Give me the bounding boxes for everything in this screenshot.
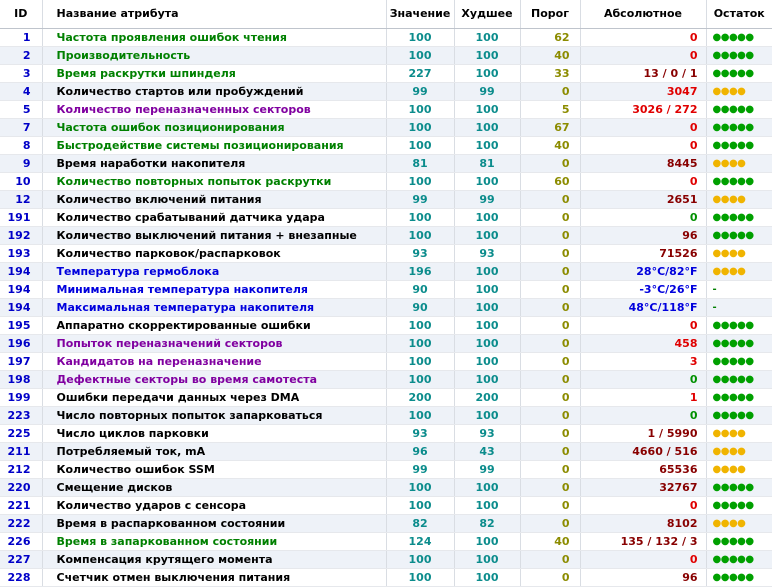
attribute-worst: 43 <box>454 443 520 461</box>
table-row[interactable] <box>0 425 772 443</box>
attribute-name: Потребляемый ток, mA <box>42 443 386 461</box>
attribute-threshold: 0 <box>520 353 580 371</box>
attribute-threshold: 0 <box>520 425 580 443</box>
attribute-value: 93 <box>386 245 454 263</box>
attribute-remaining: ●●●●● <box>706 533 772 551</box>
attribute-remaining: - <box>706 281 772 299</box>
table-row[interactable] <box>0 533 772 551</box>
attribute-threshold: 0 <box>520 245 580 263</box>
attribute-raw: 0 <box>580 551 706 569</box>
table-row[interactable] <box>0 173 772 191</box>
attribute-name: Смещение дисков <box>42 479 386 497</box>
attribute-value: 227 <box>386 65 454 83</box>
attribute-name: Быстродействие системы позиционирования <box>42 137 386 155</box>
attribute-threshold: 0 <box>520 299 580 317</box>
table-row[interactable] <box>0 515 772 533</box>
attribute-remaining: ●●●● <box>706 191 772 209</box>
attribute-raw: 65536 <box>580 461 706 479</box>
table-row[interactable] <box>0 389 772 407</box>
attribute-threshold: 0 <box>520 479 580 497</box>
attribute-id: 194 <box>0 299 42 317</box>
attribute-name: Температура гермоблока <box>42 263 386 281</box>
attribute-value: 99 <box>386 83 454 101</box>
column-header-raw[interactable]: Абсолютное <box>580 0 706 29</box>
attribute-raw: 71526 <box>580 245 706 263</box>
attribute-raw: 0 <box>580 407 706 425</box>
attribute-raw: 8445 <box>580 155 706 173</box>
attribute-remaining: ●●●●● <box>706 353 772 371</box>
attribute-worst: 93 <box>454 245 520 263</box>
attribute-remaining: ●●●● <box>706 425 772 443</box>
attribute-worst: 100 <box>454 353 520 371</box>
table-row[interactable] <box>0 353 772 371</box>
attribute-remaining: ●●●●● <box>706 371 772 389</box>
attribute-id: 225 <box>0 425 42 443</box>
column-header-threshold[interactable]: Порог <box>520 0 580 29</box>
attribute-worst: 100 <box>454 479 520 497</box>
attribute-threshold: 0 <box>520 569 580 587</box>
table-row[interactable] <box>0 317 772 335</box>
attribute-name: Кандидатов на переназначение <box>42 353 386 371</box>
table-row[interactable] <box>0 47 772 65</box>
attribute-raw: 1 <box>580 389 706 407</box>
attribute-name: Время в распаркованном состоянии <box>42 515 386 533</box>
attribute-worst: 93 <box>454 425 520 443</box>
table-row[interactable] <box>0 479 772 497</box>
attribute-remaining: ●●●●● <box>706 209 772 227</box>
attribute-raw: 0 <box>580 119 706 137</box>
attribute-value: 100 <box>386 47 454 65</box>
attribute-raw: -3°C/26°F <box>580 281 706 299</box>
attribute-threshold: 0 <box>520 515 580 533</box>
attribute-value: 93 <box>386 425 454 443</box>
attribute-raw: 0 <box>580 137 706 155</box>
table-row[interactable] <box>0 551 772 569</box>
attribute-threshold: 0 <box>520 281 580 299</box>
attribute-id: 221 <box>0 497 42 515</box>
attribute-worst: 100 <box>454 335 520 353</box>
attribute-raw: 2651 <box>580 191 706 209</box>
attribute-threshold: 0 <box>520 443 580 461</box>
attribute-name: Счетчик отмен выключения питания <box>42 569 386 587</box>
attribute-raw: 0 <box>580 497 706 515</box>
attribute-worst: 82 <box>454 515 520 533</box>
attribute-name: Время раскрутки шпинделя <box>42 65 386 83</box>
header-row <box>0 0 772 29</box>
attribute-id: 228 <box>0 569 42 587</box>
attribute-worst: 100 <box>454 263 520 281</box>
attribute-threshold: 40 <box>520 533 580 551</box>
attribute-id: 197 <box>0 353 42 371</box>
table-row[interactable] <box>0 155 772 173</box>
attribute-raw: 0 <box>580 29 706 47</box>
attribute-remaining: ●●●●● <box>706 137 772 155</box>
attribute-worst: 100 <box>454 29 520 47</box>
attribute-threshold: 67 <box>520 119 580 137</box>
attribute-value: 99 <box>386 191 454 209</box>
attribute-name: Число повторных попыток запарковаться <box>42 407 386 425</box>
column-header-worst[interactable]: Худшее <box>454 0 520 29</box>
table-row[interactable] <box>0 101 772 119</box>
attribute-threshold: 0 <box>520 155 580 173</box>
attribute-remaining: ●●●●● <box>706 497 772 515</box>
table-row[interactable] <box>0 83 772 101</box>
table-row[interactable] <box>0 407 772 425</box>
attribute-name: Число циклов парковки <box>42 425 386 443</box>
attribute-id: 8 <box>0 137 42 155</box>
table-row[interactable] <box>0 335 772 353</box>
attribute-id: 10 <box>0 173 42 191</box>
attribute-worst: 100 <box>454 299 520 317</box>
attribute-id: 196 <box>0 335 42 353</box>
table-row[interactable] <box>0 119 772 137</box>
attribute-name: Частота проявления ошибок чтения <box>42 29 386 47</box>
attribute-remaining: ●●●● <box>706 263 772 281</box>
attribute-id: 1 <box>0 29 42 47</box>
attribute-id: 7 <box>0 119 42 137</box>
attribute-id: 5 <box>0 101 42 119</box>
attribute-value: 100 <box>386 569 454 587</box>
attribute-value: 196 <box>386 263 454 281</box>
table-row[interactable] <box>0 65 772 83</box>
attribute-value: 100 <box>386 551 454 569</box>
column-header-value[interactable]: Значение <box>386 0 454 29</box>
table-row[interactable] <box>0 299 772 317</box>
attribute-worst: 100 <box>454 497 520 515</box>
attribute-remaining: ●●●●● <box>706 479 772 497</box>
attribute-remaining: ●●●●● <box>706 47 772 65</box>
attribute-remaining: ●●●● <box>706 443 772 461</box>
table-row[interactable] <box>0 29 772 47</box>
attribute-value: 100 <box>386 497 454 515</box>
attribute-remaining: ●●●●● <box>706 569 772 587</box>
attribute-remaining: ●●●●● <box>706 407 772 425</box>
attribute-threshold: 0 <box>520 407 580 425</box>
attribute-id: 12 <box>0 191 42 209</box>
attribute-remaining: ●●●●● <box>706 101 772 119</box>
attribute-value: 96 <box>386 443 454 461</box>
attribute-worst: 99 <box>454 83 520 101</box>
attribute-raw: 13 / 0 / 1 <box>580 65 706 83</box>
attribute-remaining: - <box>706 299 772 317</box>
attribute-remaining: ●●●●● <box>706 551 772 569</box>
attribute-id: 226 <box>0 533 42 551</box>
attribute-threshold: 0 <box>520 551 580 569</box>
attribute-raw: 3047 <box>580 83 706 101</box>
attribute-threshold: 0 <box>520 497 580 515</box>
table-row[interactable] <box>0 227 772 245</box>
attribute-raw: 32767 <box>580 479 706 497</box>
attribute-threshold: 0 <box>520 317 580 335</box>
attribute-worst: 100 <box>454 551 520 569</box>
attribute-value: 100 <box>386 335 454 353</box>
attribute-threshold: 0 <box>520 227 580 245</box>
attribute-threshold: 0 <box>520 209 580 227</box>
attribute-remaining: ●●●●● <box>706 29 772 47</box>
attribute-worst: 100 <box>454 281 520 299</box>
attribute-remaining: ●●●● <box>706 461 772 479</box>
attribute-name: Количество переназначенных секторов <box>42 101 386 119</box>
attribute-threshold: 33 <box>520 65 580 83</box>
attribute-worst: 100 <box>454 569 520 587</box>
table-row[interactable] <box>0 191 772 209</box>
column-header-name[interactable]: Название атрибута <box>42 0 386 29</box>
attribute-threshold: 60 <box>520 173 580 191</box>
attribute-name: Количество включений питания <box>42 191 386 209</box>
attribute-remaining: ●●●● <box>706 83 772 101</box>
attribute-name: Количество повторных попыток раскрутки <box>42 173 386 191</box>
attribute-id: 4 <box>0 83 42 101</box>
attribute-raw: 28°C/82°F <box>580 263 706 281</box>
attribute-name: Аппаратно скорректированные ошибки <box>42 317 386 335</box>
attribute-id: 223 <box>0 407 42 425</box>
table-header <box>0 0 772 29</box>
attribute-id: 212 <box>0 461 42 479</box>
attribute-worst: 100 <box>454 137 520 155</box>
attribute-name: Время в запаркованном состоянии <box>42 533 386 551</box>
attribute-id: 2 <box>0 47 42 65</box>
attribute-name: Компенсация крутящего момента <box>42 551 386 569</box>
attribute-raw: 3 <box>580 353 706 371</box>
attribute-raw: 48°C/118°F <box>580 299 706 317</box>
table-row[interactable] <box>0 443 772 461</box>
table-row[interactable] <box>0 497 772 515</box>
column-header-remaining[interactable]: Остаток <box>706 0 772 29</box>
attribute-id: 191 <box>0 209 42 227</box>
attribute-id: 211 <box>0 443 42 461</box>
attribute-id: 222 <box>0 515 42 533</box>
attribute-raw: 8102 <box>580 515 706 533</box>
attribute-name: Максимальная температура накопителя <box>42 299 386 317</box>
attribute-worst: 100 <box>454 47 520 65</box>
attribute-name: Ошибки передачи данных через DMA <box>42 389 386 407</box>
attribute-threshold: 0 <box>520 371 580 389</box>
attribute-remaining: ●●●●● <box>706 335 772 353</box>
attribute-raw: 1 / 5990 <box>580 425 706 443</box>
attribute-remaining: ●●●●● <box>706 227 772 245</box>
attribute-raw: 0 <box>580 317 706 335</box>
attribute-threshold: 0 <box>520 263 580 281</box>
attribute-threshold: 5 <box>520 101 580 119</box>
attribute-raw: 0 <box>580 209 706 227</box>
attribute-id: 193 <box>0 245 42 263</box>
attribute-value: 100 <box>386 317 454 335</box>
attribute-worst: 100 <box>454 533 520 551</box>
attribute-worst: 100 <box>454 173 520 191</box>
attribute-value: 99 <box>386 461 454 479</box>
attribute-threshold: 0 <box>520 461 580 479</box>
attribute-threshold: 40 <box>520 137 580 155</box>
attribute-raw: 135 / 132 / 3 <box>580 533 706 551</box>
attribute-name: Количество выключений питания + внезапные <box>42 227 386 245</box>
attribute-value: 90 <box>386 281 454 299</box>
attribute-id: 194 <box>0 263 42 281</box>
attribute-value: 200 <box>386 389 454 407</box>
attribute-worst: 100 <box>454 227 520 245</box>
table-body <box>0 29 772 587</box>
attribute-raw: 458 <box>580 335 706 353</box>
attribute-threshold: 62 <box>520 29 580 47</box>
attribute-worst: 100 <box>454 407 520 425</box>
attribute-raw: 0 <box>580 371 706 389</box>
attribute-raw: 96 <box>580 227 706 245</box>
attribute-raw: 0 <box>580 47 706 65</box>
attribute-name: Дефектные секторы во время самотеста <box>42 371 386 389</box>
attribute-remaining: ●●●●● <box>706 317 772 335</box>
attribute-name: Количество ударов с сенсора <box>42 497 386 515</box>
attribute-name: Попыток переназначений секторов <box>42 335 386 353</box>
attribute-raw: 3026 / 272 <box>580 101 706 119</box>
attribute-worst: 100 <box>454 371 520 389</box>
attribute-value: 100 <box>386 29 454 47</box>
attribute-worst: 100 <box>454 65 520 83</box>
attribute-worst: 99 <box>454 461 520 479</box>
attribute-threshold: 0 <box>520 83 580 101</box>
attribute-id: 195 <box>0 317 42 335</box>
attribute-id: 3 <box>0 65 42 83</box>
attribute-value: 100 <box>386 353 454 371</box>
column-header-id[interactable]: ID <box>0 0 42 29</box>
attribute-id: 220 <box>0 479 42 497</box>
attribute-value: 100 <box>386 119 454 137</box>
attribute-raw: 0 <box>580 173 706 191</box>
attribute-id: 198 <box>0 371 42 389</box>
attribute-threshold: 0 <box>520 335 580 353</box>
attribute-remaining: ●●●● <box>706 245 772 263</box>
attribute-name: Количество стартов или пробуждений <box>42 83 386 101</box>
attribute-remaining: ●●●● <box>706 155 772 173</box>
attribute-threshold: 40 <box>520 47 580 65</box>
attribute-remaining: ●●●●● <box>706 173 772 191</box>
attribute-value: 100 <box>386 137 454 155</box>
table-row[interactable] <box>0 263 772 281</box>
attribute-remaining: ●●●●● <box>706 389 772 407</box>
attribute-raw: 4660 / 516 <box>580 443 706 461</box>
attribute-threshold: 0 <box>520 191 580 209</box>
attribute-name: Количество ошибок SSM <box>42 461 386 479</box>
attribute-value: 82 <box>386 515 454 533</box>
table-row[interactable] <box>0 281 772 299</box>
attribute-value: 90 <box>386 299 454 317</box>
attribute-name: Минимальная температура накопителя <box>42 281 386 299</box>
table-row[interactable] <box>0 569 772 587</box>
attribute-value: 100 <box>386 173 454 191</box>
attribute-threshold: 0 <box>520 389 580 407</box>
attribute-value: 100 <box>386 371 454 389</box>
attribute-id: 199 <box>0 389 42 407</box>
attribute-worst: 100 <box>454 101 520 119</box>
table-row[interactable] <box>0 245 772 263</box>
attribute-value: 124 <box>386 533 454 551</box>
table-row[interactable] <box>0 209 772 227</box>
attribute-worst: 81 <box>454 155 520 173</box>
attribute-value: 100 <box>386 227 454 245</box>
attribute-value: 100 <box>386 407 454 425</box>
attribute-worst: 99 <box>454 191 520 209</box>
attribute-worst: 100 <box>454 119 520 137</box>
table-row[interactable] <box>0 461 772 479</box>
attribute-remaining: ●●●●● <box>706 65 772 83</box>
attribute-name: Частота ошибок позиционирования <box>42 119 386 137</box>
attribute-value: 100 <box>386 209 454 227</box>
attribute-id: 9 <box>0 155 42 173</box>
attribute-value: 100 <box>386 479 454 497</box>
attribute-value: 81 <box>386 155 454 173</box>
attribute-worst: 100 <box>454 317 520 335</box>
attribute-id: 192 <box>0 227 42 245</box>
table-row[interactable] <box>0 137 772 155</box>
attribute-worst: 200 <box>454 389 520 407</box>
table-row[interactable] <box>0 371 772 389</box>
attribute-id: 227 <box>0 551 42 569</box>
attribute-id: 194 <box>0 281 42 299</box>
attribute-name: Производительность <box>42 47 386 65</box>
attribute-name: Количество срабатываний датчика удара <box>42 209 386 227</box>
attribute-value: 100 <box>386 101 454 119</box>
attribute-worst: 100 <box>454 209 520 227</box>
attribute-name: Время наработки накопителя <box>42 155 386 173</box>
attribute-remaining: ●●●●● <box>706 119 772 137</box>
attribute-remaining: ●●●● <box>706 515 772 533</box>
attribute-raw: 96 <box>580 569 706 587</box>
attribute-name: Количество парковок/распарковок <box>42 245 386 263</box>
